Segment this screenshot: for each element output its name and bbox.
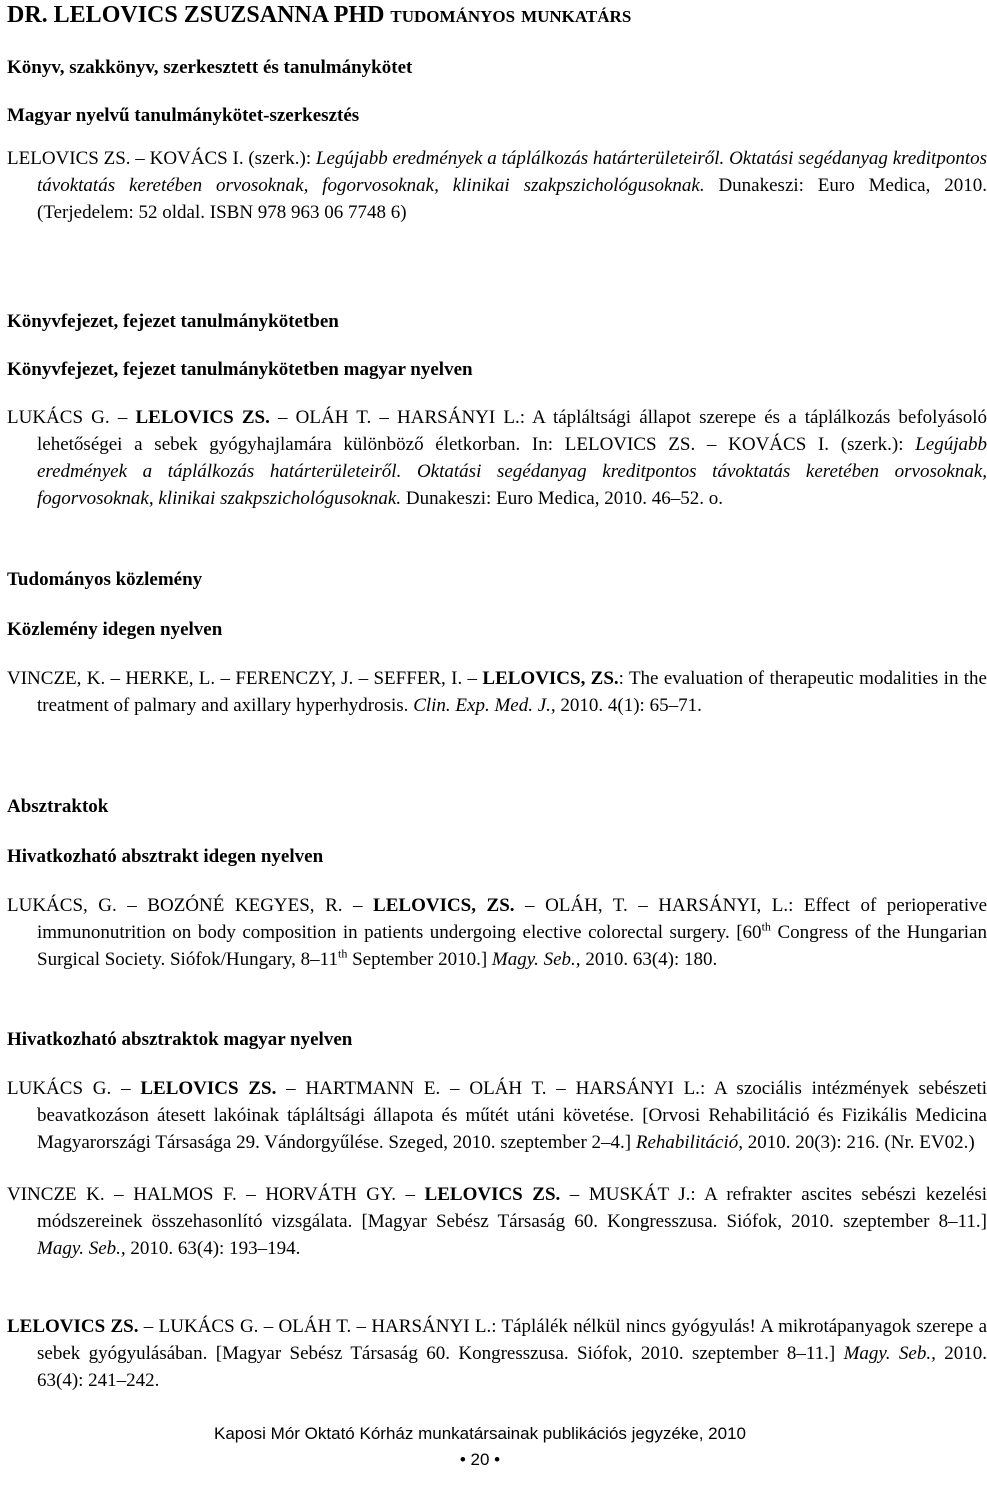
section-heading-abstracts-hu: Hivatkozható absztraktok magyar nyelven [7, 1029, 353, 1050]
section-heading-books: Könyv, szakkönyv, szerkesztett és tanulmánykötet [7, 57, 413, 78]
publication-entry: LUKÁCS G. – LELOVICS ZS. – OLÁH T. – HARSÁNYI L.: A tápláltsági állapot szerepe és a táplálkozás befolyásoló lehetőségei a sebek gyógyhajlamára különböző életkorban. In: LELOVICS ZS. – KOVÁCS I. (szerk.): Legújabb eredmények a táplálkozás határterületeiről. Oktatási segédanyag kreditpontos távoktatás keretében orvosoknak, fogorvosoknak, klinikai szakpszichológusoknak. Dunakeszi: Euro Medica, 2010. 46–52. o. [7, 407, 987, 509]
section-heading-chapters: Könyvfejezet, fejezet tanulmánykötetben [7, 311, 339, 332]
publication-entry: LELOVICS ZS. – LUKÁCS G. – OLÁH T. – HARSÁNYI L.: Táplálék nélkül nincs gyógyulás! A mikrotápanyagok szerepe a sebek gyógyulásában. [Magyar Sebész Társaság 60. Kongresszusa. Siófok, 2010. szeptember 8–11.] Magy. Seb., 2010. 63(4): 241–242. [7, 1316, 987, 1391]
page-number: • 20 • [459, 1450, 501, 1469]
section-heading-abstracts: Absztraktok [7, 796, 109, 817]
section-heading-papers: Tudományos közlemény [7, 569, 203, 590]
publication-entry: VINCZE K. – HALMOS F. – HORVÁTH GY. – LELOVICS ZS. – MUSKÁT J.: A refrakter ascites sebészi kezelési módszereinek összehasonlító vizsgálata. [Magyar Sebész Társaság 60. Kongresszusa. Siófok, 2010. szeptember 8–11.] Magy. Seb., 2010. 63(4): 193–194. [7, 1184, 987, 1259]
section-heading-editing: Magyar nyelvű tanulmánykötet-szerkesztés [7, 105, 360, 126]
publication-entry: VINCZE, K. – HERKE, L. – FERENCZY, J. – SEFFER, I. – LELOVICS, ZS.: The evaluation of therapeutic modalities in the treatment of palmary and axillary hyperhydrosis. Clin. Exp. Med. J., 2010. 4(1): 65–71. [7, 668, 987, 716]
section-heading-papers-foreign: Közlemény idegen nyelven [7, 619, 223, 640]
publication-entry: LUKÁCS G. – LELOVICS ZS. – HARTMANN E. – OLÁH T. – HARSÁNYI L.: A szociális intézmények sebészeti beavatkozáson átesett lakóinak tápláltsági állapota és műtét utáni követése. [Orvosi Rehabilitáció és Fizikális Medicina Magyarországi Társasága 29. Vándorgyűlése. Szeged, 2010. szeptember 2–4.] Rehabilitáció, 2010. 20(3): 216. (Nr. EV02.) [7, 1078, 987, 1153]
publication-entry: LELOVICS ZS. – KOVÁCS I. (szerk.): Legújabb eredmények a táplálkozás határterületeiről. Oktatási segédanyag kreditpontos távoktatás keretében orvosoknak, fogorvosoknak, klinikai szakpszichológusoknak. Dunakeszi: Euro Medica, 2010. (Terjedelem: 52 oldal. ISBN 978 963 06 7748 6) [7, 148, 987, 223]
publication-entry: LUKÁCS, G. – BOZÓNÉ KEGYES, R. – LELOVICS, ZS. – OLÁH, T. – HARSÁNYI, L.: Effect of perioperative immunonutrition on body composition in patients undergoing elective colorectal surgery. [60th Congress of the Hungarian Surgical Society. Siófok/Hungary, 8–11th September 2010.] Magy. Seb., 2010. 63(4): 180. [7, 895, 987, 970]
page-title: DR. LELOVICS ZSUZSANNA PHD tudományos munkatárs [7, 2, 632, 28]
page-footer-line: Kaposi Mór Oktató Kórház munkatársainak publikációs jegyzéke, 2010 [213, 1424, 746, 1443]
section-heading-abstracts-foreign: Hivatkozható absztrakt idegen nyelven [7, 846, 324, 867]
section-heading-chapters-hu: Könyvfejezet, fejezet tanulmánykötetben magyar nyelven [7, 359, 473, 380]
